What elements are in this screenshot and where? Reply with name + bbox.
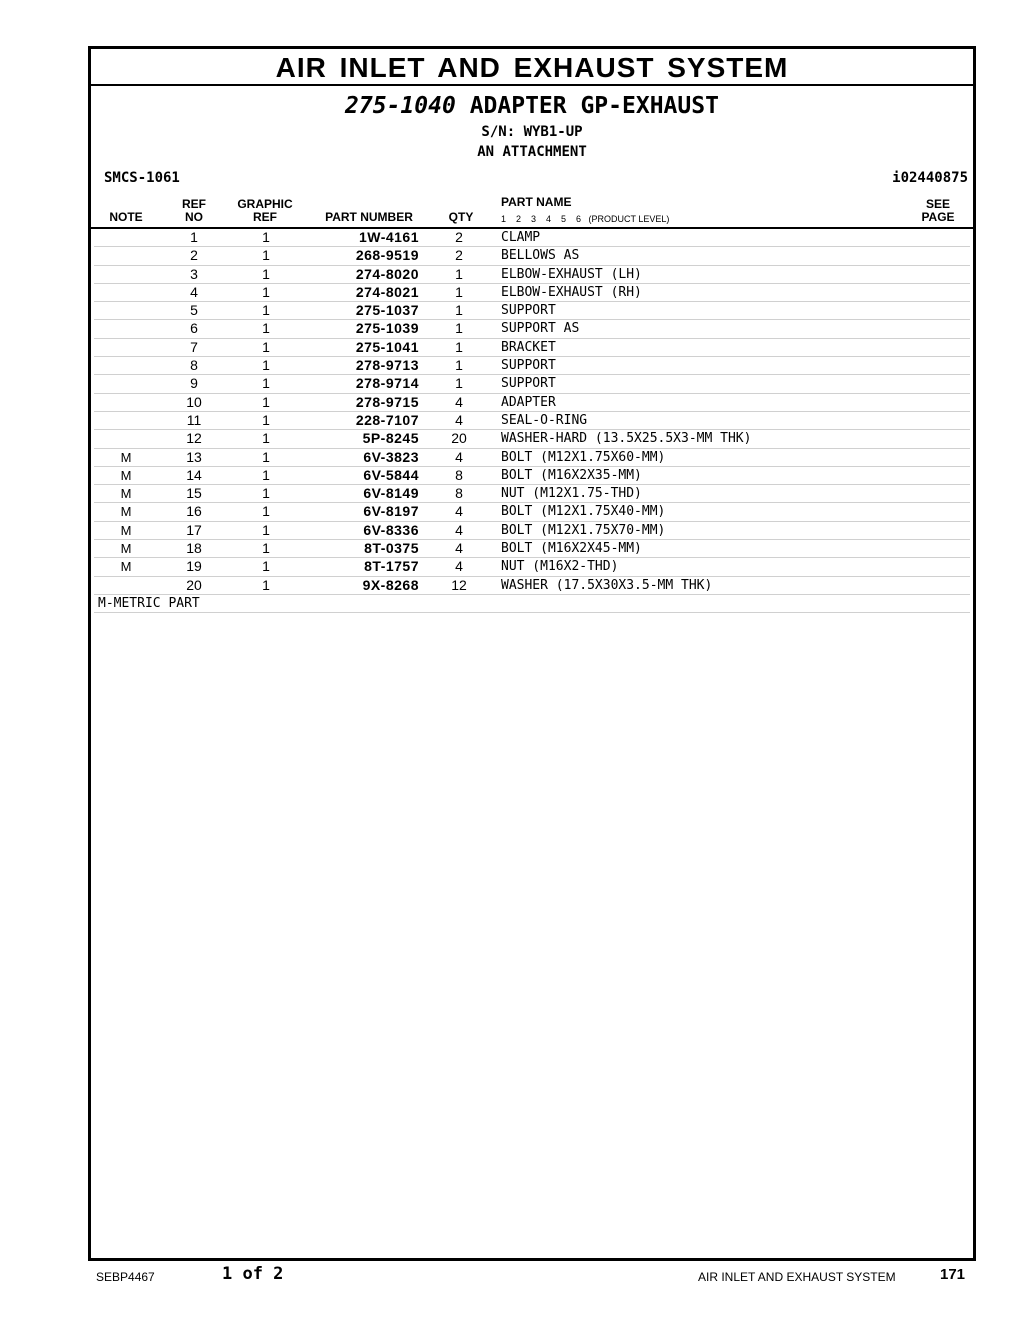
table-row xyxy=(94,485,970,503)
row-graphic-ref: 1 xyxy=(262,283,270,300)
illustration-id: i02440875 xyxy=(892,170,968,186)
row-graphic-ref: 1 xyxy=(262,357,270,374)
table-row xyxy=(94,247,970,265)
header-note: NOTE xyxy=(109,210,143,224)
table-row xyxy=(94,577,970,595)
row-qty: 4 xyxy=(455,503,463,520)
table-row xyxy=(94,302,970,320)
row-note: M xyxy=(120,541,132,557)
row-qty: 2 xyxy=(455,247,463,264)
row-graphic-ref: 1 xyxy=(262,320,270,337)
page-frame xyxy=(88,46,976,1261)
row-part-number: 9X-8268 xyxy=(362,576,419,593)
row-part-name: BOLT (M12X1.75X40-MM) xyxy=(501,504,666,520)
row-qty: 2 xyxy=(455,229,463,245)
row-ref-no: 4 xyxy=(190,283,198,300)
row-ref-no: 7 xyxy=(190,338,198,355)
attachment-label: AN ATTACHMENT xyxy=(477,144,587,160)
header-product-levels: 1 2 3 4 5 6 (PRODUCT LEVEL) xyxy=(501,214,670,224)
row-ref-no: 1 xyxy=(190,229,198,245)
row-note: M xyxy=(120,504,132,520)
row-qty: 4 xyxy=(455,393,463,410)
row-qty: 8 xyxy=(455,485,463,502)
row-part-number: 275-1037 xyxy=(355,302,419,319)
row-ref-no: 2 xyxy=(190,247,198,264)
table-row xyxy=(94,522,970,540)
row-qty: 1 xyxy=(455,283,463,300)
table-row xyxy=(94,357,970,375)
smcs-code: SMCS-1061 xyxy=(104,170,180,186)
header-qty: QTY xyxy=(448,210,474,224)
row-part-number: 6V-8197 xyxy=(363,503,419,520)
row-part-number: 278-9715 xyxy=(355,393,419,410)
row-part-number: 1W-4161 xyxy=(358,229,419,245)
row-graphic-ref: 1 xyxy=(262,338,270,355)
row-part-name: BOLT (M12X1.75X60-MM) xyxy=(501,449,666,465)
row-part-name: SUPPORT xyxy=(501,303,556,319)
row-graphic-ref: 1 xyxy=(262,411,270,428)
row-ref-no: 6 xyxy=(190,320,198,337)
row-qty: 1 xyxy=(455,302,463,319)
row-graphic-ref: 1 xyxy=(262,247,270,264)
table-row xyxy=(94,503,970,521)
row-ref-no: 20 xyxy=(186,576,202,593)
footer-page-of: 1 of 2 xyxy=(222,1264,284,1284)
row-part-name: BOLT (M16X2X45-MM) xyxy=(501,541,642,557)
row-qty: 4 xyxy=(455,521,463,538)
row-ref-no: 5 xyxy=(190,302,198,319)
row-part-number: 6V-8336 xyxy=(363,521,419,538)
row-graphic-ref: 1 xyxy=(262,265,270,282)
row-graphic-ref: 1 xyxy=(262,485,270,502)
row-ref-no: 13 xyxy=(186,448,202,465)
serial-number: S/N: WYB1-UP xyxy=(481,124,583,140)
row-qty: 1 xyxy=(455,375,463,392)
row-qty: 1 xyxy=(455,338,463,355)
row-ref-no: 15 xyxy=(186,485,202,502)
row-part-name: NUT (M16X2-THD) xyxy=(501,559,619,575)
footer-page-number: 171 xyxy=(940,1266,966,1283)
header-part-name: PART NAME xyxy=(501,195,572,209)
row-note: M xyxy=(120,467,132,483)
row-part-name: BOLT (M16X2X35-MM) xyxy=(501,467,642,483)
row-part-number: 275-1041 xyxy=(355,338,419,355)
row-graphic-ref: 1 xyxy=(262,576,270,593)
row-qty: 4 xyxy=(455,540,463,557)
table-row xyxy=(94,339,970,357)
row-part-number: 268-9519 xyxy=(355,247,419,264)
table-row xyxy=(94,266,970,284)
row-part-name: BRACKET xyxy=(501,339,556,355)
table-row xyxy=(94,229,970,247)
section-title: AIR INLET AND EXHAUST SYSTEM xyxy=(91,49,973,86)
header-ref-no: REF NO xyxy=(182,197,206,224)
row-graphic-ref: 1 xyxy=(262,375,270,392)
header-part-number: PART NUMBER xyxy=(325,210,413,224)
row-part-name: ELBOW-EXHAUST (LH) xyxy=(501,266,642,282)
row-note: M xyxy=(120,449,132,465)
row-qty: 4 xyxy=(455,411,463,428)
row-qty: 8 xyxy=(455,466,463,483)
table-row xyxy=(94,375,970,393)
row-graphic-ref: 1 xyxy=(262,302,270,319)
row-note: M xyxy=(120,486,132,502)
row-part-name: SUPPORT xyxy=(501,376,556,392)
row-ref-no: 18 xyxy=(186,540,202,557)
footer-doc-id: SEBP4467 xyxy=(96,1270,155,1284)
row-ref-no: 11 xyxy=(186,411,202,428)
row-graphic-ref: 1 xyxy=(262,558,270,575)
row-part-number: 278-9714 xyxy=(355,375,419,392)
row-part-name: BELLOWS AS xyxy=(501,248,580,264)
row-part-number: 8T-0375 xyxy=(364,540,419,557)
row-part-number: 6V-5844 xyxy=(363,466,419,483)
row-graphic-ref: 1 xyxy=(262,430,270,447)
row-part-name: CLAMP xyxy=(501,230,541,245)
table-row xyxy=(94,540,970,558)
row-graphic-ref: 1 xyxy=(262,503,270,520)
row-part-number: 228-7107 xyxy=(355,411,419,428)
row-part-name: NUT (M12X1.75-THD) xyxy=(501,486,642,502)
row-part-name: SUPPORT xyxy=(501,358,556,374)
row-ref-no: 8 xyxy=(190,357,198,374)
table-row xyxy=(94,467,970,485)
row-ref-no: 12 xyxy=(186,430,202,447)
row-qty: 1 xyxy=(455,320,463,337)
row-ref-no: 10 xyxy=(186,393,202,410)
row-qty: 12 xyxy=(451,576,467,593)
row-qty: 1 xyxy=(455,357,463,374)
row-qty: 20 xyxy=(451,430,467,447)
header-see-page: SEE PAGE xyxy=(921,197,955,224)
row-note: M xyxy=(120,559,132,575)
row-graphic-ref: 1 xyxy=(262,540,270,557)
row-part-number: 6V-3823 xyxy=(363,448,419,465)
row-ref-no: 9 xyxy=(190,375,198,392)
row-part-name: BOLT (M12X1.75X70-MM) xyxy=(501,522,666,538)
row-part-number: 274-8020 xyxy=(355,265,419,282)
row-part-name: ADAPTER xyxy=(501,394,556,410)
row-ref-no: 16 xyxy=(186,503,202,520)
row-part-name: SEAL-O-RING xyxy=(501,412,588,428)
table-row xyxy=(94,284,970,302)
group-title xyxy=(91,93,973,119)
row-ref-no: 17 xyxy=(186,521,202,538)
row-graphic-ref: 1 xyxy=(262,229,270,245)
parts-table xyxy=(94,229,970,613)
row-ref-no: 19 xyxy=(186,558,202,575)
row-part-number: 8T-1757 xyxy=(364,558,419,575)
row-graphic-ref: 1 xyxy=(262,393,270,410)
row-qty: 1 xyxy=(455,265,463,282)
table-row xyxy=(94,449,970,467)
row-part-number: 278-9713 xyxy=(355,357,419,374)
row-part-number: 5P-8245 xyxy=(362,430,419,447)
table-row xyxy=(94,320,970,338)
row-graphic-ref: 1 xyxy=(262,466,270,483)
row-graphic-ref: 1 xyxy=(262,521,270,538)
footer-system: AIR INLET AND EXHAUST SYSTEM xyxy=(698,1270,896,1284)
footnote-metric: M-METRIC PART xyxy=(94,595,970,613)
row-part-number: 6V-8149 xyxy=(363,485,419,502)
row-part-name: WASHER-HARD (13.5X25.5X3-MM THK) xyxy=(501,431,752,447)
row-graphic-ref: 1 xyxy=(262,448,270,465)
row-ref-no: 14 xyxy=(186,466,202,483)
row-part-name: WASHER (17.5X30X3.5-MM THK) xyxy=(501,577,713,593)
group-name: ADAPTER GP-EXHAUST xyxy=(469,93,719,119)
table-row xyxy=(94,430,970,448)
row-part-number: 275-1039 xyxy=(355,320,419,337)
row-part-number: 274-8021 xyxy=(355,283,419,300)
table-row xyxy=(94,558,970,576)
row-qty: 4 xyxy=(455,448,463,465)
group-part-number: 275-1040 xyxy=(345,93,456,119)
row-qty: 4 xyxy=(455,558,463,575)
header-graphic-ref: GRAPHIC REF xyxy=(237,197,293,224)
table-row xyxy=(94,412,970,430)
row-part-name: ELBOW-EXHAUST (RH) xyxy=(501,284,642,300)
row-part-name: SUPPORT AS xyxy=(501,321,580,337)
row-note: M xyxy=(120,522,132,538)
row-ref-no: 3 xyxy=(190,265,198,282)
table-row xyxy=(94,394,970,412)
